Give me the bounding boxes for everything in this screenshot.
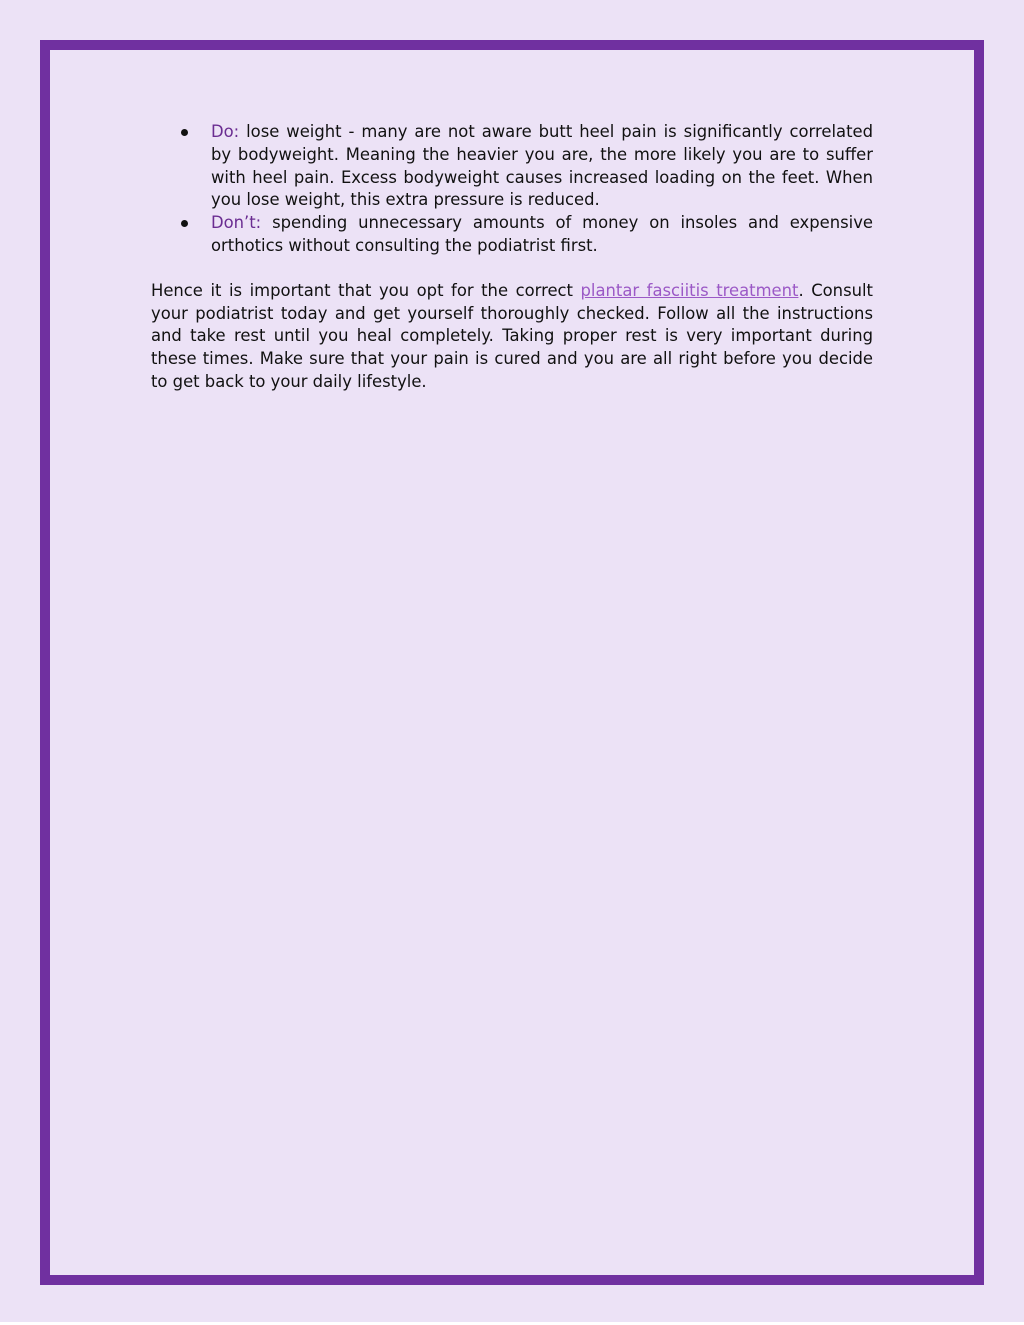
bullet-icon	[181, 129, 188, 136]
dont-label: Don’t:	[211, 213, 262, 233]
list-item-do	[211, 121, 873, 212]
conclusion-text-end: . Consult your podiatrist today and get yourself thoroughly checked. Follow all the instructions and take rest until you heal completely. Taking proper rest is very important during these times. Make sure that your pain is cured and you are all right before you decide to get back to your daily lifestyle.	[151, 280, 873, 391]
conclusion-text-start: Hence it is important that you opt for the correct	[151, 280, 581, 300]
conclusion-paragraph	[151, 280, 873, 394]
do-text: lose weight - many are not aware butt heel pain is significantly correlated by bodyweight. Meaning the heavier you are, the more likely you are to suffer with heel pain. Excess bodyweight causes increased loading on the feet. When you lose weight, this extra pressure is reduced.	[211, 122, 873, 210]
plantar-fasciitis-treatment-link[interactable]: plantar fasciitis treatment	[580, 280, 799, 300]
tips-list	[151, 121, 873, 258]
do-label: Do:	[211, 122, 240, 141]
document-body	[151, 121, 873, 394]
list-item-dont	[211, 212, 873, 258]
dont-text: spending unnecessary amounts of money on insoles and expensive orthotics without consulting the podiatrist first.	[211, 213, 873, 255]
bullet-icon	[181, 220, 188, 227]
